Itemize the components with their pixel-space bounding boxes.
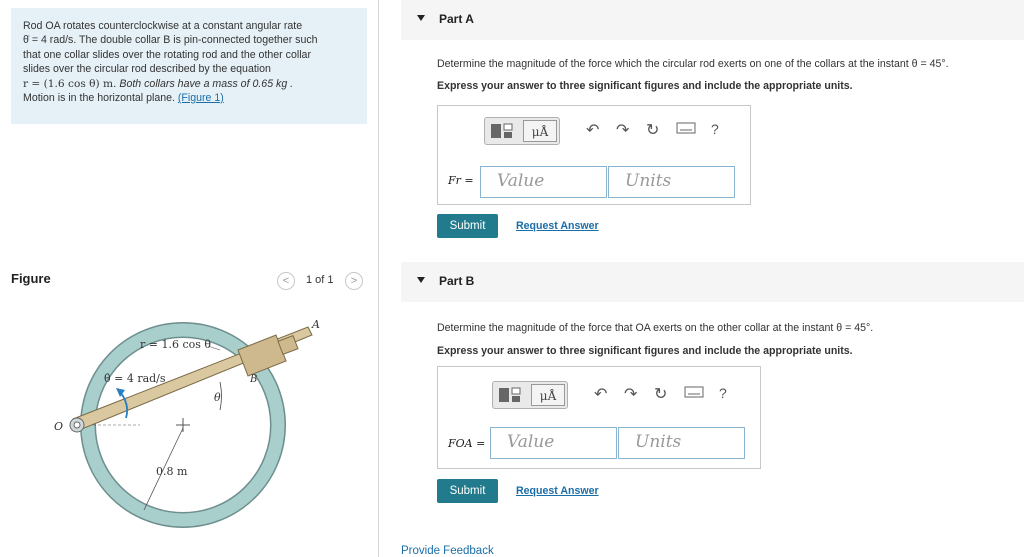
part-a-answer-box xyxy=(437,105,751,205)
part-b-question: Determine the magnitude of the force that OA exerts on the other collar at the instant θ = 45°. xyxy=(437,322,874,334)
part-b-value-input[interactable]: Value xyxy=(490,427,617,459)
provide-feedback-link[interactable]: Provide Feedback xyxy=(401,545,494,557)
problem-panel xyxy=(0,0,378,557)
part-a-template-group xyxy=(484,117,560,145)
reset-icon[interactable]: ↻ xyxy=(646,122,660,139)
help-icon[interactable]: ? xyxy=(719,385,727,401)
templates-icon xyxy=(488,120,518,142)
caret-down-icon xyxy=(417,277,425,283)
r-equation-label: r = 1.6 cos θ xyxy=(140,338,212,351)
undo-icon[interactable]: ↶ xyxy=(586,122,600,139)
theta-dot-label: θ̇ = 4 rad/s xyxy=(104,372,166,385)
redo-icon[interactable]: ↷ xyxy=(624,386,638,403)
part-a-units-input[interactable]: Units xyxy=(608,166,735,198)
units-symbols-button[interactable]: μÅ xyxy=(523,120,557,142)
part-b-variable-label: FOA = xyxy=(448,437,486,450)
figure-header xyxy=(11,262,371,298)
dimension-label: 0.8 m xyxy=(156,465,188,478)
figure-title: Figure xyxy=(11,271,51,286)
prev-figure-button[interactable] xyxy=(277,272,295,290)
reset-icon[interactable]: ↻ xyxy=(654,386,668,403)
caret-down-icon xyxy=(417,15,425,21)
templates-icon xyxy=(496,384,526,406)
keyboard-icon[interactable] xyxy=(684,385,704,404)
panel-divider xyxy=(378,0,379,557)
part-b-title: Part B xyxy=(439,274,475,288)
mechanism-figure xyxy=(40,310,340,550)
figure-pager: 1 of 1 xyxy=(306,274,334,286)
part-a-submit-button[interactable]: Submit xyxy=(437,214,498,238)
motion-text: Motion is in the horizontal plane. xyxy=(23,92,175,105)
chevron-right-icon: > xyxy=(350,275,358,287)
problem-line-2: θ̇ = 4 rad/s. The double collar B is pin-connected together such xyxy=(23,34,318,47)
keyboard-icon[interactable] xyxy=(676,121,696,140)
problem-line-4: slides over the circular rod described by the equation xyxy=(23,63,271,76)
part-a-question: Determine the magnitude of the force which the circular rod exerts on one of the collars at the instant θ = 45°. xyxy=(437,58,949,70)
undo-icon[interactable]: ↶ xyxy=(594,386,608,403)
pivot-o-pin xyxy=(74,422,80,428)
part-a-title: Part A xyxy=(439,12,474,26)
next-figure-button[interactable] xyxy=(345,272,363,290)
part-a-value-input[interactable]: Value xyxy=(480,166,607,198)
part-b-request-answer-link[interactable]: Request Answer xyxy=(516,485,599,497)
part-b-template-group xyxy=(492,381,568,409)
part-a-header[interactable] xyxy=(401,0,1024,40)
part-a-instruction: Express your answer to three significant figures and include the appropriate units. xyxy=(437,80,853,92)
part-a-request-answer-link[interactable]: Request Answer xyxy=(516,220,599,232)
part-b-submit-button[interactable]: Submit xyxy=(437,479,498,503)
parts-panel xyxy=(401,0,1024,557)
problem-line-3: that one collar slides over the rotating rod and the other collar xyxy=(23,48,311,61)
theta-label: θ xyxy=(214,391,221,404)
templates-button[interactable] xyxy=(488,120,522,142)
part-b-units-input[interactable]: Units xyxy=(618,427,745,459)
chevron-left-icon: < xyxy=(282,275,290,287)
point-b-label: B xyxy=(250,374,258,385)
redo-icon[interactable]: ↷ xyxy=(616,122,630,139)
part-b-answer-box xyxy=(437,366,761,469)
point-o-label: O xyxy=(54,420,64,433)
problem-statement xyxy=(11,8,367,124)
part-a-variable-label: Fr = xyxy=(448,174,474,187)
help-icon[interactable]: ? xyxy=(711,121,719,137)
problem-line-1: Rod OA rotates counterclockwise at a constant angular rate xyxy=(23,20,303,32)
templates-button[interactable] xyxy=(496,384,530,406)
point-a-label: A xyxy=(312,318,320,331)
units-symbols-button[interactable]: μÅ xyxy=(531,384,565,406)
problem-line-5 xyxy=(23,77,355,91)
part-b-header[interactable] xyxy=(401,262,1024,302)
figure-link[interactable]: (Figure 1) xyxy=(177,92,224,105)
problem-line-6 xyxy=(23,91,355,105)
part-b-instruction: Express your answer to three significant figures and include the appropriate units. xyxy=(437,345,853,357)
radius-equation: r = (1.6 cos θ) m. xyxy=(23,77,117,90)
mass-text: Both collars have a mass of 0.65 kg . xyxy=(119,77,294,90)
